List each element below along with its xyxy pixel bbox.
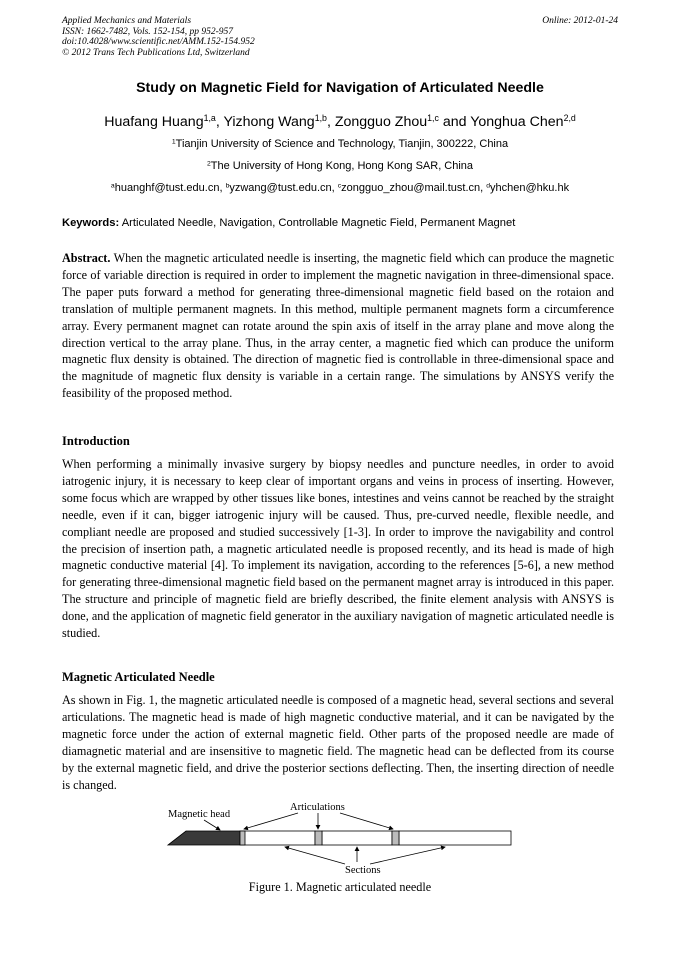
- journal-doi[interactable]: doi:10.4028/www.scientific.net/AMM.152-154.952: [62, 37, 255, 48]
- introduction-heading: Introduction: [62, 434, 130, 448]
- keywords-label: Keywords:: [62, 217, 120, 229]
- section-heading-magnetic-needle: Magnetic Articulated Needle: [62, 670, 215, 684]
- label-magnetic-head: Magnetic head: [168, 809, 231, 820]
- journal-issn: ISSN: 1662-7482, Vols. 152-154, pp 952-957: [62, 26, 233, 37]
- journal-name: Applied Mechanics and Materials: [62, 16, 192, 26]
- label-sections: Sections: [345, 865, 381, 876]
- introduction-text: When performing a minimally invasive surgery by biopsy needles and puncture needles, in order to avoid iatrogenic injury, it is necessary to keep clear of important organs and veins in process of inserting. However, some focus which are wrapped by other tissues like bones, intestines and veins cannot be reached by the straight needle, even if it can, bigger iatrogenic injury will be caused. Thus, pre-curved needle, flexible needle, and compliant needle are proposed and studied successively [1-3]. In order to improve the navigability and control the precision of insertion path, a magnetic articulated needle is proposed recently, and its head is made of high magnetic conductive material [4]. To implement its navigation, according to the references [5-6], a new method for generating three-dimensional magnetic field based on the permanent magnet array is introduced in this paper. The structure and principle of magnetic field are briefly described, the finite element analysis with ANSYS is done, and the application of magnetic field generator in the auxiliary navigation of magnetic articulated needle is studied.: [62, 457, 614, 641]
- needle-section-3: [399, 831, 511, 845]
- journal-copyright: © 2012 Trans Tech Publications Ltd, Switzerland: [62, 47, 250, 58]
- affiliation-1: $^1$Tianjin University of Science and Technology, Tianjin, 300222, China: [171, 138, 509, 150]
- section-text-magnetic-needle: As shown in Fig. 1, the magnetic articulated needle is composed of a magnetic head, several sections and several articulations. The magnetic head is made of high magnetic conductive material, and it can be navigated by the magnetic force under the action of external magnetic field. Other parts of the proposed needle are made of diamagnetic material and are insensitive to magnetic field. The magnetic head can be deflected from its course by the external magnetic field, and drive the posterior sections deflecting. Then, the inserting direction of needle is changed.: [62, 693, 614, 792]
- figure-needle-diagram: [160, 798, 520, 878]
- keywords-text: Articulated Needle, Navigation, Controllable Magnetic Field, Permanent Magnet: [119, 217, 516, 229]
- author: Zongguo Zhou$^{1,c}$ and: [334, 113, 471, 130]
- author: Yizhong Wang$^{1,b}$,: [223, 113, 335, 130]
- abstract-text: When the magnetic articulated needle is inserting, the magnetic field which can produce the magnetic force of variable direction is required in order to implement the magnetic navigation in three-dimensional space. The paper puts forward a method for generating three-dimensional magnetic field based on the rotaion and translation of multiple permanent magnets. In this method, multiple permanent magnets form a circumference array. Every permanent magnet can rotate around the spin axis of itself in the array plane and move along the direction vertical to the array plane. Thus, in the array center, a magnetic fied which can produce the uniform magnetic flux density is obtained. The direction of magnetic fied is controllable in three-dimensional space and the magnitude of magnetic flux density is variable in a certain range. The simulations by ANSYS verify the feasibility of the proposed method.: [62, 251, 614, 401]
- keywords: [62, 217, 622, 229]
- arrow-section-1: [285, 847, 345, 864]
- articulation-1: [240, 831, 245, 845]
- magnetic-head: [168, 831, 240, 845]
- needle-section-1: [240, 831, 315, 845]
- paper-title: Study on Magnetic Field for Navigation of Articulated Needle: [136, 80, 544, 96]
- author-list: [62, 114, 618, 130]
- arrow-articulation-3: [340, 813, 393, 829]
- articulation-3: [392, 831, 399, 845]
- figure-caption: Figure 1. Magnetic articulated needle: [248, 880, 432, 894]
- articulation-2: [315, 831, 322, 845]
- journal-header: [62, 16, 618, 58]
- abstract: [62, 250, 614, 402]
- abstract-label: Abstract.: [62, 251, 111, 265]
- needle-section-2: [322, 831, 392, 845]
- author: Huafang Huang$^{1,a}$,: [104, 113, 224, 130]
- arrow-section-3: [370, 847, 445, 864]
- affiliation-2: $^2$The University of Hong Kong, Hong Kong SAR, China: [206, 160, 474, 172]
- online-date: Online: 2012-01-24: [542, 16, 618, 26]
- author: Yonghua Chen$^{2,d}$: [470, 113, 576, 130]
- arrow-head: [204, 820, 220, 830]
- author-emails: $^a$huanghf@tust.edu.cn, $^b$yzwang@tust.edu.cn, $^c$zongguo_zhou@mail.tust.cn, $^d$yhchen@hku.hk: [110, 182, 570, 194]
- needle-body: [168, 831, 511, 845]
- arrow-articulation-1: [244, 813, 298, 829]
- label-articulations: Articulations: [290, 802, 345, 813]
